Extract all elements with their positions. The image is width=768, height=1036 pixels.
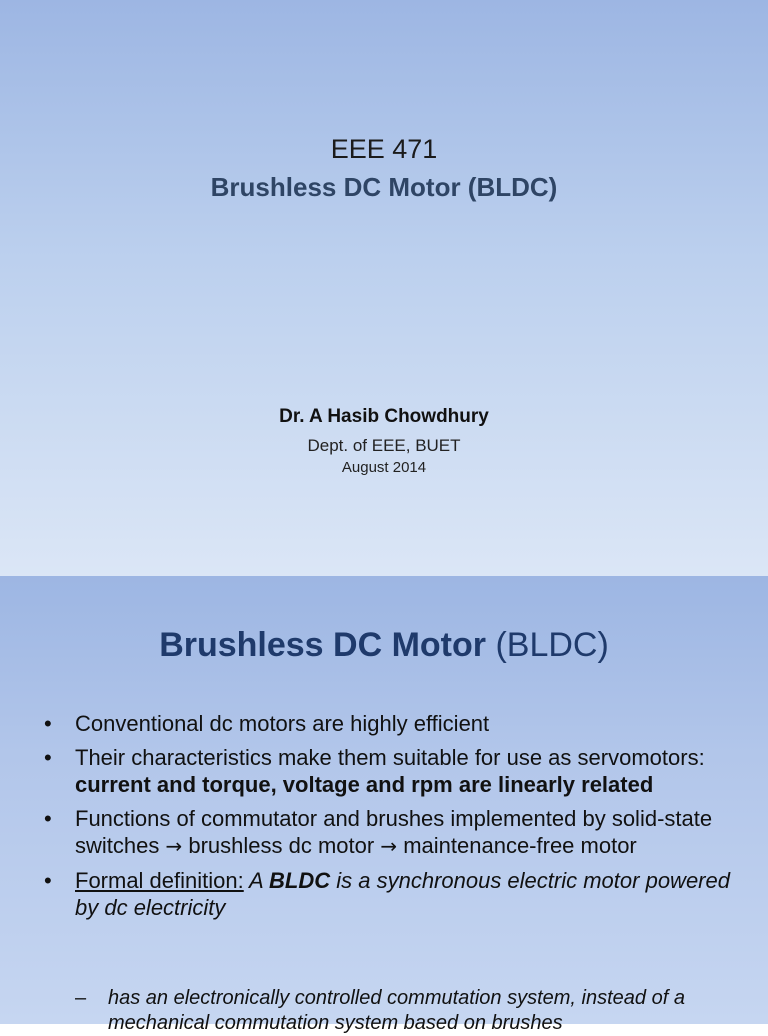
slide-title <box>0 626 768 665</box>
bullet-list <box>44 710 744 928</box>
author-name: Dr. A Hasib Chowdhury <box>279 406 489 427</box>
bullet-emphasis: current and torque, voltage and rpm are linearly related <box>75 772 654 797</box>
department: Dept. of EEE, BUET <box>307 436 461 455</box>
bullet-text: Functions of commutator and brushes implemented by solid-state switches <box>75 806 713 858</box>
bullet-text: Conventional dc motors are highly efficient <box>75 711 490 736</box>
bullet-item <box>44 867 744 921</box>
bullet-item <box>44 710 744 737</box>
bullet-item <box>44 744 744 798</box>
sub-bullet-item <box>75 986 755 1036</box>
bullet-text: maintenance-free motor <box>397 833 637 858</box>
definition-label: Formal definition: <box>75 868 244 893</box>
presentation-date: August 2014 <box>341 459 427 476</box>
bullet-marker: • <box>44 745 52 770</box>
course-title: Brushless DC Motor (BLDC) <box>210 172 558 202</box>
sub-bullet-text: has an electronically controlled commutation system, instead of a mechanical commutation system based on brushes <box>108 987 685 1034</box>
slide-title-main: Brushless DC Motor <box>159 626 487 664</box>
bullet-marker: • <box>44 711 52 736</box>
bullet-emphasis: BLDC <box>269 868 331 893</box>
sub-bullet-marker: – <box>75 987 87 1009</box>
bullet-text: A <box>243 868 270 893</box>
bullet-item <box>44 805 744 860</box>
course-code: EEE 471 <box>330 134 438 164</box>
bullet-text: Their characteristics make them suitable for use as servomotors: <box>75 745 705 770</box>
bullet-marker: • <box>44 806 52 831</box>
bullet-marker: • <box>44 868 52 893</box>
bullet-text: is a synchronous electric motor powered by dc electricity <box>75 868 730 920</box>
arrow-icon: → <box>165 834 183 858</box>
bullet-text: brushless dc motor <box>182 833 381 858</box>
arrow-icon: → <box>380 834 398 858</box>
slide-title-abbr: (BLDC) <box>495 626 609 664</box>
